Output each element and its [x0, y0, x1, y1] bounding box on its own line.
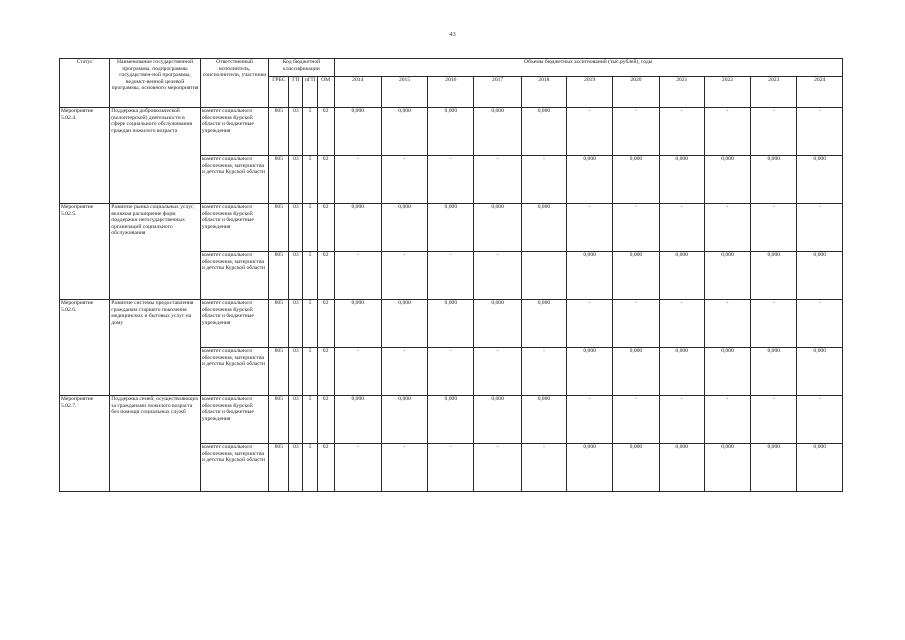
budget-value-cell: 0,000	[474, 396, 521, 444]
budget-value-cell: -	[381, 252, 427, 300]
code-cell: 5	[303, 252, 317, 300]
budget-value-cell: -	[334, 252, 381, 300]
header-year: 2019	[567, 77, 613, 108]
budget-value-cell: -	[704, 396, 750, 444]
table-row	[60, 108, 843, 156]
budget-value-cell: 0,000	[613, 348, 659, 396]
budget-value-cell: 0,000	[659, 252, 704, 300]
budget-value-cell: 0,000	[659, 156, 704, 204]
code-cell: 02	[317, 348, 334, 396]
code-cell: 5	[303, 396, 317, 444]
code-cell: 805	[269, 348, 289, 396]
header-year: 2020	[613, 77, 659, 108]
budget-value-cell: 0,000	[613, 252, 659, 300]
budget-value-cell: -	[751, 204, 797, 252]
budget-value-cell: -	[521, 156, 566, 204]
executor-cell: комитет социального обеспечения Курской области и бюджетные учреждения	[200, 204, 268, 252]
budget-value-cell: 0,000	[751, 348, 797, 396]
budget-value-cell: 0,000	[567, 444, 613, 492]
budget-value-cell: -	[567, 204, 613, 252]
budget-value-cell: 0,000	[428, 396, 474, 444]
budget-value-cell: -	[613, 204, 659, 252]
budget-value-cell: -	[428, 252, 474, 300]
header-code: пГП	[303, 77, 317, 108]
code-cell: 02	[317, 204, 334, 252]
code-cell: 5	[303, 348, 317, 396]
header-year: 2023	[751, 77, 797, 108]
budget-value-cell: 0,000	[381, 108, 427, 156]
executor-cell: комитет социального обеспечения Курской области и бюджетные учреждения	[200, 108, 268, 156]
budget-value-cell: -	[751, 300, 797, 348]
budget-value-cell: -	[659, 396, 704, 444]
header-executor: Ответственный исполнитель, соисполнители, участники	[200, 59, 268, 108]
budget-value-cell: 0,000	[797, 156, 843, 204]
status-cell: Мероприятие 5.02.7.	[60, 396, 110, 492]
budget-value-cell: 0,000	[521, 108, 566, 156]
code-cell: 805	[269, 300, 289, 348]
budget-value-cell: -	[659, 300, 704, 348]
header-year: 2022	[704, 77, 750, 108]
budget-value-cell: 0,000	[381, 300, 427, 348]
budget-value-cell: 0,000	[428, 204, 474, 252]
budget-value-cell: 0,000	[334, 108, 381, 156]
status-cell: Мероприятие 5.02.4.	[60, 108, 110, 204]
budget-value-cell: -	[704, 204, 750, 252]
budget-value-cell: 0,000	[751, 156, 797, 204]
budget-value-cell: 0,000	[334, 300, 381, 348]
table-row	[60, 396, 843, 444]
header-year: 2017	[474, 77, 521, 108]
budget-value-cell: 0,000	[428, 300, 474, 348]
executor-cell: комитет социального обеспечения Курской области и бюджетные учреждения	[200, 300, 268, 348]
header-year: 2014	[334, 77, 381, 108]
budget-value-cell: -	[428, 156, 474, 204]
code-cell: 03	[289, 444, 303, 492]
executor-cell: комитет социального обеспечения Курской области и бюджетные учреждения	[200, 396, 268, 444]
code-cell: 03	[289, 108, 303, 156]
budget-value-cell: -	[659, 204, 704, 252]
executor-cell: комитет социального обеспечения, материнства и детства Курской области	[200, 348, 268, 396]
code-cell: 5	[303, 444, 317, 492]
code-cell: 02	[317, 252, 334, 300]
budget-value-cell: 0,000	[334, 396, 381, 444]
budget-value-cell: -	[521, 444, 566, 492]
status-cell: Мероприятие 5.02.5.	[60, 204, 110, 300]
header-year: 2015	[381, 77, 427, 108]
header-code: ГРБС	[269, 77, 289, 108]
code-cell: 5	[303, 204, 317, 252]
code-cell: 02	[317, 444, 334, 492]
budget-value-cell: -	[381, 348, 427, 396]
budget-value-cell: -	[704, 300, 750, 348]
executor-cell: комитет социального обеспечения, материнства и детства Курской области	[200, 444, 268, 492]
budget-value-cell: -	[521, 348, 566, 396]
executor-cell: комитет социального обеспечения, материнства и детства Курской области	[200, 156, 268, 204]
budget-value-cell: -	[797, 396, 843, 444]
budget-value-cell: 0,000	[797, 252, 843, 300]
header-code: ОМ	[317, 77, 334, 108]
budget-value-cell: 0,000	[381, 204, 427, 252]
budget-value-cell: 0,000	[704, 252, 750, 300]
budget-value-cell: 0,000	[474, 108, 521, 156]
code-cell: 03	[289, 348, 303, 396]
budget-value-cell: -	[751, 108, 797, 156]
status-cell: Мероприятие 5.02.6.	[60, 300, 110, 396]
budget-value-cell: 0,000	[751, 252, 797, 300]
header-name: Наименование государственной программы, подпрограммы государствен-ной программы, ведомст-венной целевой программы, основного мероприятия	[110, 59, 201, 108]
code-cell: 805	[269, 156, 289, 204]
budget-value-cell: -	[381, 156, 427, 204]
budget-value-cell: 0,000	[751, 444, 797, 492]
budget-value-cell: -	[334, 348, 381, 396]
budget-value-cell: -	[474, 444, 521, 492]
budget-value-cell: -	[428, 348, 474, 396]
budget-value-cell: -	[797, 204, 843, 252]
budget-value-cell: -	[613, 108, 659, 156]
budget-value-cell: 0,000	[797, 348, 843, 396]
code-cell: 5	[303, 108, 317, 156]
budget-value-cell: -	[474, 348, 521, 396]
budget-value-cell: 0,000	[613, 156, 659, 204]
budget-value-cell: 0,000	[567, 252, 613, 300]
code-cell: 805	[269, 108, 289, 156]
budget-value-cell: 0,000	[428, 108, 474, 156]
code-cell: 805	[269, 444, 289, 492]
budget-value-cell: -	[474, 252, 521, 300]
budget-value-cell: -	[659, 108, 704, 156]
budget-value-cell: 0,000	[659, 444, 704, 492]
measure-name-cell: Поддержка семей, осуществляющих за гражданами пожилого возраста без помощи социальных служб	[110, 396, 201, 492]
header-year: 2016	[428, 77, 474, 108]
measure-name-cell: Поддержка добровольческой (волонтерской) деятельности в сфере социального обслуживания граждан пожилого возраста	[110, 108, 201, 204]
code-cell: 02	[317, 156, 334, 204]
code-cell: 5	[303, 300, 317, 348]
budget-value-cell	[521, 252, 566, 300]
header-code-group: Код бюджетной классификации	[269, 59, 334, 77]
budget-value-cell: -	[751, 396, 797, 444]
code-cell: 03	[289, 204, 303, 252]
budget-value-cell: -	[428, 444, 474, 492]
budget-value-cell: 0,000	[521, 396, 566, 444]
page-number: 43	[449, 31, 456, 38]
budget-value-cell: 0,000	[797, 444, 843, 492]
budget-value-cell: -	[567, 396, 613, 444]
code-cell: 03	[289, 252, 303, 300]
budget-value-cell: -	[613, 396, 659, 444]
measure-name-cell: Развитие рынка социальных услуг, включая расширение форм поддержки негосударственных организаций социального обслуживания	[110, 204, 201, 300]
code-cell: 03	[289, 300, 303, 348]
budget-value-cell: 0,000	[567, 156, 613, 204]
budget-value-cell: -	[334, 444, 381, 492]
code-cell: 805	[269, 252, 289, 300]
header-year: 2021	[659, 77, 704, 108]
budget-value-cell: 0,000	[474, 300, 521, 348]
budget-value-cell: 0,000	[334, 204, 381, 252]
code-cell: 02	[317, 396, 334, 444]
budget-value-cell: -	[797, 300, 843, 348]
budget-value-cell: -	[381, 444, 427, 492]
budget-value-cell: 0,000	[704, 156, 750, 204]
budget-value-cell: 0,000	[704, 444, 750, 492]
budget-value-cell: 0,000	[381, 396, 427, 444]
budget-value-cell: 0,000	[474, 204, 521, 252]
budget-value-cell: 0,000	[613, 444, 659, 492]
budget-value-cell: -	[613, 300, 659, 348]
header-year: 2018	[521, 77, 566, 108]
budget-value-cell: 0,000	[521, 204, 566, 252]
header-year: 2024	[797, 77, 843, 108]
budget-table	[59, 58, 843, 492]
executor-cell: комитет социального обеспечения, материнства и детства Курской области	[200, 252, 268, 300]
code-cell: 03	[289, 396, 303, 444]
code-cell: 805	[269, 396, 289, 444]
code-cell: 02	[317, 300, 334, 348]
header-status: Статус	[60, 59, 110, 108]
budget-value-cell: -	[474, 156, 521, 204]
budget-value-cell: -	[797, 108, 843, 156]
budget-value-cell: 0,000	[521, 300, 566, 348]
code-cell: 02	[317, 108, 334, 156]
table-row	[60, 300, 843, 348]
header-code: ГП	[289, 77, 303, 108]
budget-value-cell: -	[567, 300, 613, 348]
budget-value-cell: 0,000	[704, 348, 750, 396]
budget-value-cell: -	[567, 108, 613, 156]
budget-value-cell: 0,000	[567, 348, 613, 396]
code-cell: 03	[289, 156, 303, 204]
header-budget-group: Объемы бюджетных ассигнований (тыс.рублей), годы	[334, 59, 842, 77]
code-cell: 805	[269, 204, 289, 252]
code-cell: 5	[303, 156, 317, 204]
budget-value-cell: -	[334, 156, 381, 204]
measure-name-cell: Развитие системы предоставления гражданам старшего поколения медицинских и бытовых услуг на дому	[110, 300, 201, 396]
budget-value-cell: -	[704, 108, 750, 156]
budget-value-cell: 0,000	[659, 348, 704, 396]
table-row	[60, 204, 843, 252]
